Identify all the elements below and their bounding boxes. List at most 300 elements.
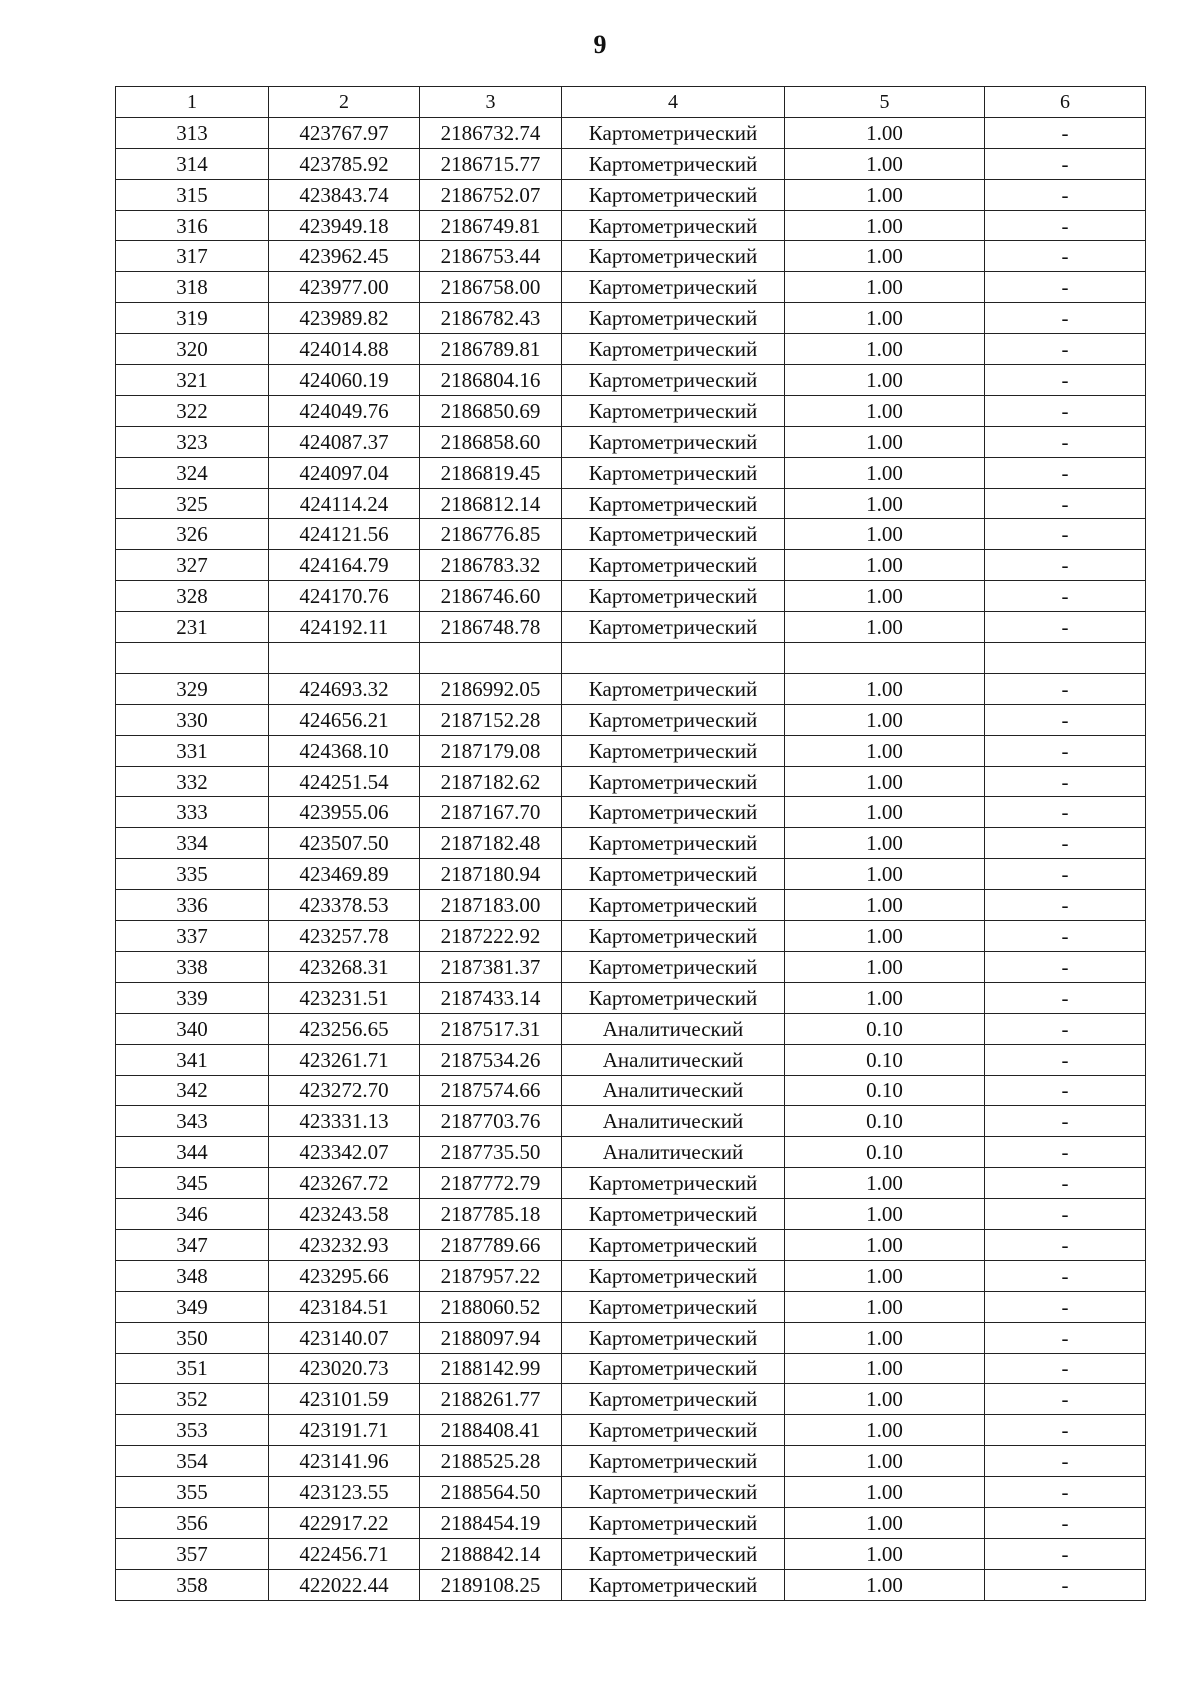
method-cell: Картометрический <box>562 982 785 1013</box>
accuracy-cell: 1.00 <box>785 1415 985 1446</box>
x-coordinate-cell: 424087.37 <box>269 426 420 457</box>
x-coordinate-cell: 423843.74 <box>269 179 420 210</box>
accuracy-cell: 1.00 <box>785 457 985 488</box>
point-number-cell: 343 <box>116 1106 269 1137</box>
note-cell: - <box>985 117 1146 148</box>
x-coordinate-cell: 423767.97 <box>269 117 420 148</box>
accuracy-cell: 1.00 <box>785 303 985 334</box>
accuracy-cell: 1.00 <box>785 1168 985 1199</box>
point-number-cell: 341 <box>116 1044 269 1075</box>
x-coordinate-cell: 424368.10 <box>269 735 420 766</box>
y-coordinate-cell: 2188454.19 <box>420 1507 562 1538</box>
note-cell: - <box>985 1137 1146 1168</box>
table-row <box>116 704 1146 735</box>
accuracy-cell: 1.00 <box>785 828 985 859</box>
x-coordinate-cell: 423331.13 <box>269 1106 420 1137</box>
method-cell: Картометрический <box>562 766 785 797</box>
accuracy-cell: 1.00 <box>785 117 985 148</box>
y-coordinate-cell: 2186992.05 <box>420 673 562 704</box>
table-row <box>116 1322 1146 1353</box>
method-cell: Картометрический <box>562 859 785 890</box>
accuracy-cell: 1.00 <box>785 1477 985 1508</box>
method-cell: Картометрический <box>562 1199 785 1230</box>
accuracy-cell: 1.00 <box>785 673 985 704</box>
accuracy-cell: 1.00 <box>785 859 985 890</box>
note-cell: - <box>985 797 1146 828</box>
table-row <box>116 365 1146 396</box>
x-coordinate-cell: 423261.71 <box>269 1044 420 1075</box>
method-cell: Картометрический <box>562 1446 785 1477</box>
point-number-cell: 333 <box>116 797 269 828</box>
accuracy-cell: 0.10 <box>785 1075 985 1106</box>
method-cell: Картометрический <box>562 1477 785 1508</box>
note-cell: - <box>985 704 1146 735</box>
table-row <box>116 643 1146 674</box>
point-number-cell: 314 <box>116 148 269 179</box>
method-cell: Картометрический <box>562 797 785 828</box>
y-coordinate-cell: 2186819.45 <box>420 457 562 488</box>
y-coordinate-cell: 2188408.41 <box>420 1415 562 1446</box>
y-coordinate-cell: 2188564.50 <box>420 1477 562 1508</box>
method-cell: Картометрический <box>562 1322 785 1353</box>
point-number-cell: 352 <box>116 1384 269 1415</box>
x-coordinate-cell: 423378.53 <box>269 890 420 921</box>
y-coordinate-cell: 2186753.44 <box>420 241 562 272</box>
table-row <box>116 426 1146 457</box>
note-cell: - <box>985 1477 1146 1508</box>
note-cell: - <box>985 1415 1146 1446</box>
x-coordinate-cell: 422917.22 <box>269 1507 420 1538</box>
method-cell <box>562 643 785 674</box>
y-coordinate-cell: 2186812.14 <box>420 488 562 519</box>
point-number-cell <box>116 643 269 674</box>
table-row <box>116 951 1146 982</box>
y-coordinate-cell: 2186752.07 <box>420 179 562 210</box>
column-header-6: 6 <box>985 87 1146 118</box>
method-cell: Картометрический <box>562 179 785 210</box>
y-coordinate-cell: 2186746.60 <box>420 581 562 612</box>
table-row <box>116 519 1146 550</box>
point-number-cell: 326 <box>116 519 269 550</box>
note-cell: - <box>985 828 1146 859</box>
accuracy-cell: 1.00 <box>785 210 985 241</box>
method-cell: Картометрический <box>562 334 785 365</box>
table-row <box>116 1477 1146 1508</box>
table-row <box>116 612 1146 643</box>
table-header <box>116 87 1146 118</box>
method-cell: Картометрический <box>562 1415 785 1446</box>
table-row <box>116 982 1146 1013</box>
y-coordinate-cell: 2186783.32 <box>420 550 562 581</box>
note-cell: - <box>985 303 1146 334</box>
y-coordinate-cell: 2186858.60 <box>420 426 562 457</box>
point-number-cell: 330 <box>116 704 269 735</box>
x-coordinate-cell: 424121.56 <box>269 519 420 550</box>
point-number-cell: 353 <box>116 1415 269 1446</box>
column-header-5: 5 <box>785 87 985 118</box>
accuracy-cell: 1.00 <box>785 951 985 982</box>
note-cell: - <box>985 921 1146 952</box>
point-number-cell: 350 <box>116 1322 269 1353</box>
note-cell: - <box>985 1322 1146 1353</box>
x-coordinate-cell: 424097.04 <box>269 457 420 488</box>
point-number-cell: 337 <box>116 921 269 952</box>
table-row <box>116 735 1146 766</box>
accuracy-cell: 1.00 <box>785 890 985 921</box>
accuracy-cell: 1.00 <box>785 797 985 828</box>
point-number-cell: 346 <box>116 1199 269 1230</box>
y-coordinate-cell <box>420 643 562 674</box>
column-header-1: 1 <box>116 87 269 118</box>
table-row <box>116 1384 1146 1415</box>
point-number-cell: 332 <box>116 766 269 797</box>
y-coordinate-cell: 2187789.66 <box>420 1229 562 1260</box>
note-cell: - <box>985 395 1146 426</box>
x-coordinate-cell: 423272.70 <box>269 1075 420 1106</box>
note-cell: - <box>985 1507 1146 1538</box>
y-coordinate-cell: 2186804.16 <box>420 365 562 396</box>
note-cell: - <box>985 766 1146 797</box>
table-row <box>116 1075 1146 1106</box>
accuracy-cell: 1.00 <box>785 488 985 519</box>
accuracy-cell: 1.00 <box>785 1291 985 1322</box>
y-coordinate-cell: 2189108.25 <box>420 1569 562 1600</box>
x-coordinate-cell: 424693.32 <box>269 673 420 704</box>
header-row <box>116 87 1146 118</box>
y-coordinate-cell: 2186732.74 <box>420 117 562 148</box>
accuracy-cell: 1.00 <box>785 334 985 365</box>
x-coordinate-cell: 422022.44 <box>269 1569 420 1600</box>
y-coordinate-cell: 2187222.92 <box>420 921 562 952</box>
method-cell: Картометрический <box>562 673 785 704</box>
note-cell: - <box>985 241 1146 272</box>
table-row <box>116 1507 1146 1538</box>
point-number-cell: 313 <box>116 117 269 148</box>
accuracy-cell: 1.00 <box>785 395 985 426</box>
point-number-cell: 340 <box>116 1013 269 1044</box>
table-body <box>116 117 1146 1600</box>
y-coordinate-cell: 2188142.99 <box>420 1353 562 1384</box>
x-coordinate-cell: 423184.51 <box>269 1291 420 1322</box>
method-cell: Аналитический <box>562 1137 785 1168</box>
x-coordinate-cell: 422456.71 <box>269 1538 420 1569</box>
accuracy-cell: 1.00 <box>785 148 985 179</box>
table-row <box>116 1044 1146 1075</box>
point-number-cell: 319 <box>116 303 269 334</box>
table-row <box>116 117 1146 148</box>
accuracy-cell: 1.00 <box>785 1322 985 1353</box>
point-number-cell: 354 <box>116 1446 269 1477</box>
accuracy-cell: 1.00 <box>785 1384 985 1415</box>
point-number-cell: 357 <box>116 1538 269 1569</box>
y-coordinate-cell: 2187574.66 <box>420 1075 562 1106</box>
method-cell: Картометрический <box>562 117 785 148</box>
table-row <box>116 241 1146 272</box>
note-cell: - <box>985 365 1146 396</box>
accuracy-cell: 1.00 <box>785 272 985 303</box>
x-coordinate-cell: 423342.07 <box>269 1137 420 1168</box>
y-coordinate-cell: 2186850.69 <box>420 395 562 426</box>
point-number-cell: 318 <box>116 272 269 303</box>
accuracy-cell: 1.00 <box>785 519 985 550</box>
method-cell: Картометрический <box>562 704 785 735</box>
point-number-cell: 355 <box>116 1477 269 1508</box>
y-coordinate-cell: 2187772.79 <box>420 1168 562 1199</box>
method-cell: Картометрический <box>562 241 785 272</box>
accuracy-cell: 0.10 <box>785 1044 985 1075</box>
method-cell: Картометрический <box>562 735 785 766</box>
accuracy-cell: 1.00 <box>785 1229 985 1260</box>
table-row <box>116 797 1146 828</box>
x-coordinate-cell: 423256.65 <box>269 1013 420 1044</box>
note-cell: - <box>985 1291 1146 1322</box>
method-cell: Аналитический <box>562 1044 785 1075</box>
accuracy-cell: 1.00 <box>785 1538 985 1569</box>
note-cell: - <box>985 1384 1146 1415</box>
note-cell: - <box>985 1013 1146 1044</box>
method-cell: Картометрический <box>562 1229 785 1260</box>
accuracy-cell: 1.00 <box>785 612 985 643</box>
y-coordinate-cell: 2187167.70 <box>420 797 562 828</box>
y-coordinate-cell: 2187703.76 <box>420 1106 562 1137</box>
y-coordinate-cell: 2186758.00 <box>420 272 562 303</box>
note-cell: - <box>985 1075 1146 1106</box>
note-cell: - <box>985 550 1146 581</box>
method-cell: Картометрический <box>562 550 785 581</box>
x-coordinate-cell: 423785.92 <box>269 148 420 179</box>
note-cell: - <box>985 1044 1146 1075</box>
point-number-cell: 329 <box>116 673 269 704</box>
x-coordinate-cell: 423268.31 <box>269 951 420 982</box>
note-cell: - <box>985 179 1146 210</box>
y-coordinate-cell: 2187433.14 <box>420 982 562 1013</box>
note-cell: - <box>985 488 1146 519</box>
method-cell: Картометрический <box>562 1384 785 1415</box>
x-coordinate-cell: 423232.93 <box>269 1229 420 1260</box>
point-number-cell: 325 <box>116 488 269 519</box>
y-coordinate-cell: 2187517.31 <box>420 1013 562 1044</box>
x-coordinate-cell: 423949.18 <box>269 210 420 241</box>
x-coordinate-cell: 423507.50 <box>269 828 420 859</box>
y-coordinate-cell: 2187182.48 <box>420 828 562 859</box>
accuracy-cell: 1.00 <box>785 735 985 766</box>
note-cell: - <box>985 982 1146 1013</box>
method-cell: Картометрический <box>562 921 785 952</box>
x-coordinate-cell: 423231.51 <box>269 982 420 1013</box>
x-coordinate-cell: 424164.79 <box>269 550 420 581</box>
x-coordinate-cell: 423101.59 <box>269 1384 420 1415</box>
accuracy-cell: 1.00 <box>785 704 985 735</box>
table-row <box>116 1013 1146 1044</box>
note-cell: - <box>985 673 1146 704</box>
note-cell: - <box>985 735 1146 766</box>
table-row <box>116 1538 1146 1569</box>
table-row <box>116 395 1146 426</box>
point-number-cell: 349 <box>116 1291 269 1322</box>
table-row <box>116 673 1146 704</box>
method-cell: Картометрический <box>562 1507 785 1538</box>
point-number-cell: 321 <box>116 365 269 396</box>
x-coordinate-cell: 423020.73 <box>269 1353 420 1384</box>
note-cell: - <box>985 1353 1146 1384</box>
y-coordinate-cell: 2186748.78 <box>420 612 562 643</box>
table-row <box>116 1106 1146 1137</box>
note-cell: - <box>985 1260 1146 1291</box>
point-number-cell: 344 <box>116 1137 269 1168</box>
note-cell: - <box>985 1168 1146 1199</box>
accuracy-cell: 1.00 <box>785 365 985 396</box>
note-cell: - <box>985 1446 1146 1477</box>
point-number-cell: 328 <box>116 581 269 612</box>
accuracy-cell: 1.00 <box>785 581 985 612</box>
note-cell: - <box>985 859 1146 890</box>
table-row <box>116 1446 1146 1477</box>
x-coordinate-cell: 424251.54 <box>269 766 420 797</box>
y-coordinate-cell: 2188097.94 <box>420 1322 562 1353</box>
x-coordinate-cell: 423989.82 <box>269 303 420 334</box>
table-row <box>116 1353 1146 1384</box>
method-cell: Картометрический <box>562 890 785 921</box>
y-coordinate-cell: 2187534.26 <box>420 1044 562 1075</box>
table-row <box>116 179 1146 210</box>
accuracy-cell: 1.00 <box>785 921 985 952</box>
accuracy-cell: 1.00 <box>785 1199 985 1230</box>
point-number-cell: 324 <box>116 457 269 488</box>
x-coordinate-cell: 423123.55 <box>269 1477 420 1508</box>
y-coordinate-cell: 2187957.22 <box>420 1260 562 1291</box>
note-cell: - <box>985 457 1146 488</box>
accuracy-cell <box>785 643 985 674</box>
table-row <box>116 890 1146 921</box>
point-number-cell: 356 <box>116 1507 269 1538</box>
column-header-2: 2 <box>269 87 420 118</box>
table-row <box>116 334 1146 365</box>
y-coordinate-cell: 2188842.14 <box>420 1538 562 1569</box>
x-coordinate-cell: 423267.72 <box>269 1168 420 1199</box>
note-cell: - <box>985 612 1146 643</box>
method-cell: Картометрический <box>562 303 785 334</box>
y-coordinate-cell: 2187381.37 <box>420 951 562 982</box>
note-cell: - <box>985 1538 1146 1569</box>
y-coordinate-cell: 2188261.77 <box>420 1384 562 1415</box>
point-number-cell: 351 <box>116 1353 269 1384</box>
table-row <box>116 859 1146 890</box>
point-number-cell: 348 <box>116 1260 269 1291</box>
table-row <box>116 1260 1146 1291</box>
method-cell: Картометрический <box>562 395 785 426</box>
x-coordinate-cell: 424170.76 <box>269 581 420 612</box>
note-cell: - <box>985 334 1146 365</box>
method-cell: Картометрический <box>562 426 785 457</box>
y-coordinate-cell: 2186776.85 <box>420 519 562 550</box>
note-cell: - <box>985 1569 1146 1600</box>
accuracy-cell: 1.00 <box>785 426 985 457</box>
method-cell: Картометрический <box>562 488 785 519</box>
point-number-cell: 335 <box>116 859 269 890</box>
accuracy-cell: 1.00 <box>785 766 985 797</box>
note-cell: - <box>985 581 1146 612</box>
x-coordinate-cell: 423257.78 <box>269 921 420 952</box>
x-coordinate-cell: 423469.89 <box>269 859 420 890</box>
x-coordinate-cell: 423955.06 <box>269 797 420 828</box>
x-coordinate-cell: 424060.19 <box>269 365 420 396</box>
x-coordinate-cell: 423977.00 <box>269 272 420 303</box>
method-cell: Картометрический <box>562 365 785 396</box>
method-cell: Картометрический <box>562 1168 785 1199</box>
note-cell: - <box>985 1199 1146 1230</box>
point-number-cell: 345 <box>116 1168 269 1199</box>
accuracy-cell: 1.00 <box>785 1507 985 1538</box>
point-number-cell: 315 <box>116 179 269 210</box>
y-coordinate-cell: 2188525.28 <box>420 1446 562 1477</box>
x-coordinate-cell: 423295.66 <box>269 1260 420 1291</box>
y-coordinate-cell: 2186789.81 <box>420 334 562 365</box>
note-cell: - <box>985 1106 1146 1137</box>
accuracy-cell: 1.00 <box>785 982 985 1013</box>
point-number-cell: 316 <box>116 210 269 241</box>
y-coordinate-cell: 2187152.28 <box>420 704 562 735</box>
point-number-cell: 338 <box>116 951 269 982</box>
table-row <box>116 550 1146 581</box>
x-coordinate-cell: 424014.88 <box>269 334 420 365</box>
y-coordinate-cell: 2187180.94 <box>420 859 562 890</box>
method-cell: Картометрический <box>562 1538 785 1569</box>
y-coordinate-cell: 2186715.77 <box>420 148 562 179</box>
point-number-cell: 339 <box>116 982 269 1013</box>
accuracy-cell: 0.10 <box>785 1137 985 1168</box>
accuracy-cell: 1.00 <box>785 241 985 272</box>
point-number-cell: 327 <box>116 550 269 581</box>
table-row <box>116 457 1146 488</box>
page-number: 9 <box>593 30 607 59</box>
x-coordinate-cell: 424192.11 <box>269 612 420 643</box>
table-row <box>116 581 1146 612</box>
point-number-cell: 317 <box>116 241 269 272</box>
column-header-4: 4 <box>562 87 785 118</box>
method-cell: Аналитический <box>562 1075 785 1106</box>
table-row <box>116 1415 1146 1446</box>
table-row <box>116 1291 1146 1322</box>
note-cell: - <box>985 951 1146 982</box>
x-coordinate-cell: 423140.07 <box>269 1322 420 1353</box>
accuracy-cell: 1.00 <box>785 1446 985 1477</box>
note-cell: - <box>985 890 1146 921</box>
method-cell: Аналитический <box>562 1106 785 1137</box>
accuracy-cell: 1.00 <box>785 1260 985 1291</box>
point-number-cell: 331 <box>116 735 269 766</box>
method-cell: Картометрический <box>562 148 785 179</box>
x-coordinate-cell: 424049.76 <box>269 395 420 426</box>
method-cell: Аналитический <box>562 1013 785 1044</box>
method-cell: Картометрический <box>562 1353 785 1384</box>
note-cell: - <box>985 426 1146 457</box>
method-cell: Картометрический <box>562 210 785 241</box>
note-cell: - <box>985 148 1146 179</box>
point-number-cell: 358 <box>116 1569 269 1600</box>
x-coordinate-cell: 423962.45 <box>269 241 420 272</box>
point-number-cell: 342 <box>116 1075 269 1106</box>
y-coordinate-cell: 2187735.50 <box>420 1137 562 1168</box>
table-row <box>116 921 1146 952</box>
table-row <box>116 1168 1146 1199</box>
method-cell: Картометрический <box>562 951 785 982</box>
accuracy-cell: 1.00 <box>785 179 985 210</box>
accuracy-cell: 0.10 <box>785 1106 985 1137</box>
coordinates-table <box>115 86 1146 1601</box>
note-cell: - <box>985 519 1146 550</box>
table-row <box>116 766 1146 797</box>
x-coordinate-cell: 423191.71 <box>269 1415 420 1446</box>
